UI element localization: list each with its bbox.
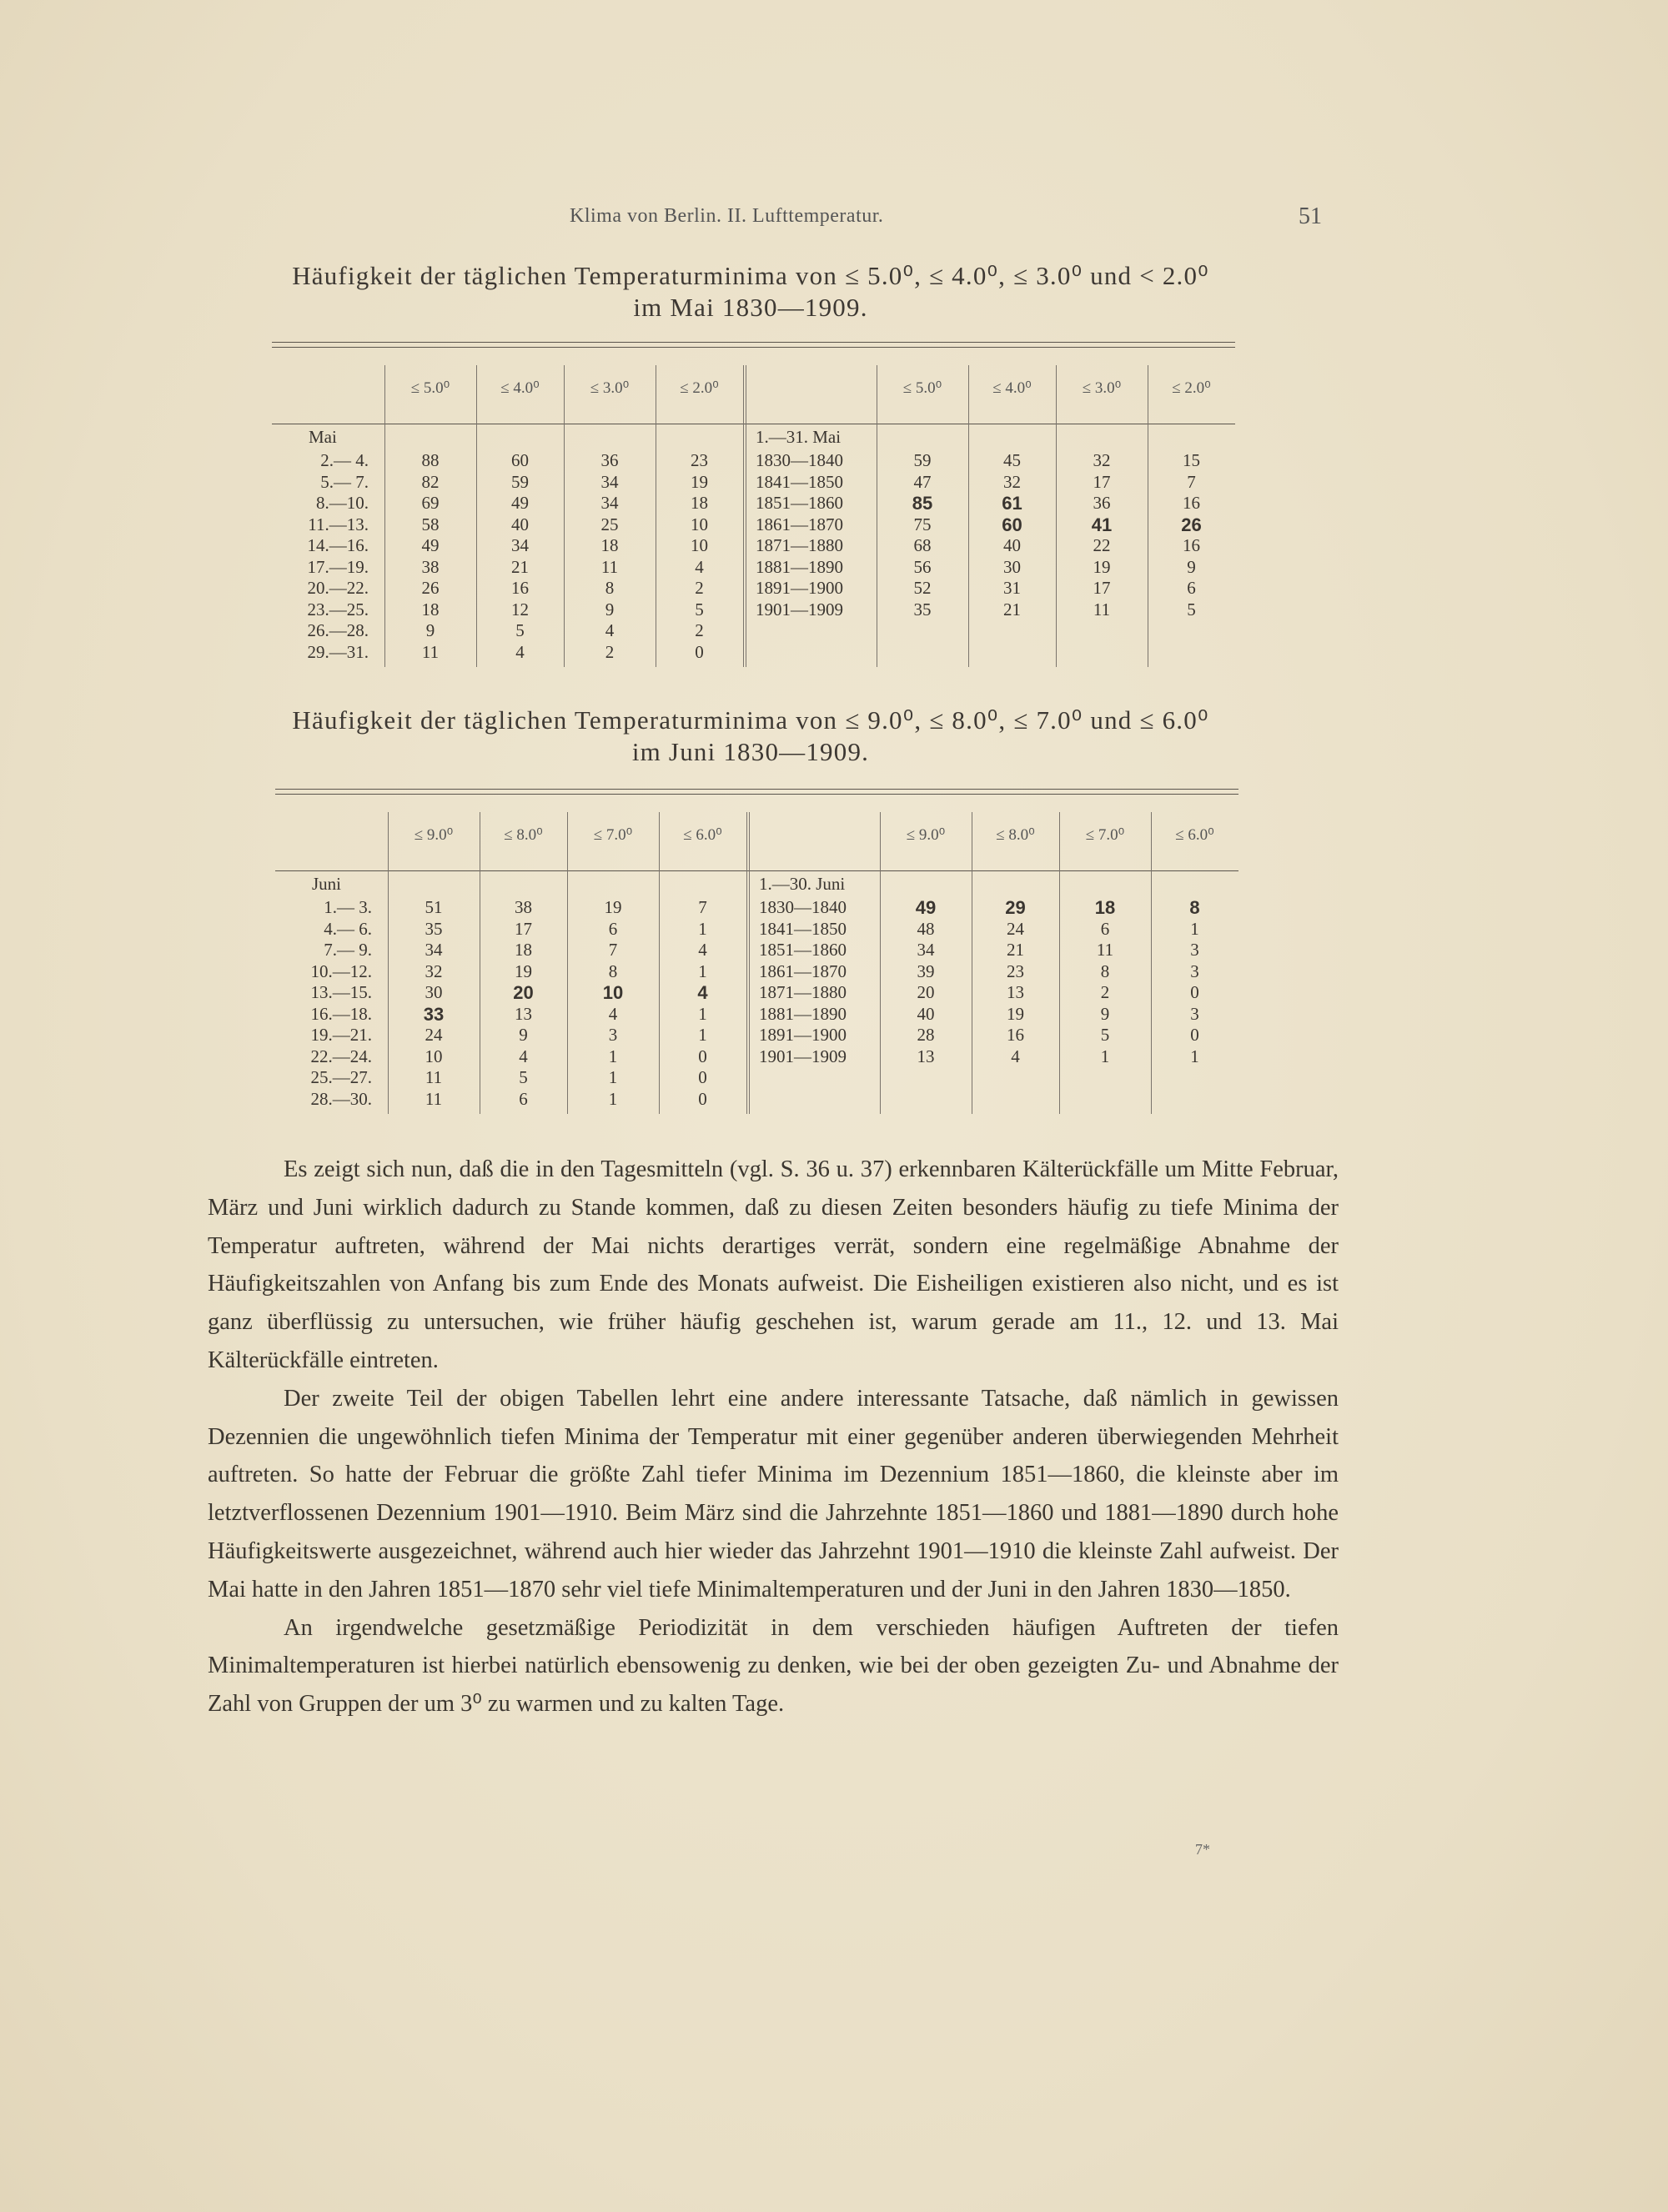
count-value: 39: [917, 961, 935, 981]
count-value: 17: [515, 918, 532, 939]
table-column-rule: [749, 812, 750, 1114]
day-period: 4.— 6.: [324, 918, 372, 939]
decade-period: 1891—1900: [759, 1025, 847, 1045]
paragraph-2: Der zweite Teil der obigen Tabellen lehrt eine andere interessante Tatsache, daß nämlich in gewissen Dezennien die ungewöhnlich tiefen Minima der Temperatur mit einer gegenüber anderen überwiegenden Mehrheit auftreten. So hatte der Februar die größte Zahl tiefer Minima im Dezennium 1851—1860, die kleinste aber im letztverflossenen Dezennium 1901—1910. Beim März sind die Jahrzehnte 1851—1860 und 1881—1890 durch hohe Häufigkeitswerte ausgezeichnet, während auch hier wieder das Jahrzehnt 1901—1910 die kleinste Zahl aufweist. Der Mai hatte in den Jahren 1851—1870 sehr viel tiefe Minimaltemperaturen und der Juni in den Jahren 1830—1850.: [208, 1385, 1339, 1603]
count-value: 3: [1190, 940, 1199, 960]
count-value: 0: [698, 1046, 707, 1066]
may-title-line1: Häufigkeit der täglichen Temperaturminima von ≤ 5.0⁰, ≤ 4.0⁰, ≤ 3.0⁰ und < 2.0⁰: [292, 261, 1209, 290]
count-value: 9: [1100, 1003, 1110, 1024]
day-period: 22.—24.: [310, 1046, 372, 1066]
count-value: 4: [515, 641, 525, 662]
count-value: 26: [1181, 514, 1202, 535]
count-value: 5: [515, 620, 525, 640]
day-period: 8.—10.: [316, 493, 369, 513]
column-header: ≤ 3.0⁰: [590, 379, 630, 397]
table-header-rule: [275, 870, 1238, 871]
count-value: 11: [425, 1088, 443, 1109]
decade-period: 1851—1860: [759, 940, 847, 960]
count-value: 1: [608, 1046, 618, 1066]
column-header: ≤ 9.0⁰: [906, 826, 946, 844]
count-value: 23: [691, 450, 708, 470]
day-period: 10.—12.: [310, 961, 372, 981]
count-value: 19: [691, 471, 708, 492]
column-header: ≤ 7.0⁰: [1085, 826, 1125, 844]
page-number: 51: [1299, 203, 1322, 229]
count-value: 88: [421, 450, 440, 470]
day-period: 1.— 3.: [324, 897, 372, 917]
june-title-line2: im Juni 1830—1909.: [631, 737, 870, 766]
count-value: 19: [1093, 556, 1111, 577]
count-value: 20: [917, 982, 935, 1002]
count-value: 4: [695, 556, 704, 577]
count-value: 51: [425, 897, 443, 917]
count-value: 10: [425, 1046, 443, 1066]
count-value: 20: [513, 982, 534, 1003]
column-header: ≤ 3.0⁰: [1082, 379, 1122, 397]
table-top-rule: [272, 342, 1235, 343]
day-period: 26.—28.: [307, 620, 369, 640]
paragraph-3: An irgendwelche gesetzmäßige Periodizität in dem verschieden häufigen Auftreten der tiefen Minimaltemperaturen ist hierbei natürlich ebensowenig zu denken, wie bei der oben gezeigten Zu- und Abnahme der Zahl von Gruppen der um 3⁰ zu warmen und zu kalten Tage.: [208, 1614, 1339, 1718]
count-value: 10: [691, 535, 708, 555]
count-value: 7: [608, 940, 618, 960]
count-value: 7: [1187, 471, 1196, 492]
count-value: 8: [605, 578, 615, 598]
count-value: 34: [425, 940, 443, 960]
count-value: 19: [515, 961, 532, 981]
column-header: ≤ 4.0⁰: [500, 379, 540, 397]
may-table: [272, 342, 1235, 671]
count-value: 16: [511, 578, 529, 598]
day-period: 11.—13.: [308, 514, 369, 534]
decade-period: 1841—1850: [759, 918, 847, 939]
decade-period: 1861—1870: [759, 961, 847, 981]
day-period: 13.—15.: [310, 982, 372, 1002]
count-value: 18: [600, 535, 619, 555]
may-table-title: [0, 260, 1501, 324]
day-period: 25.—27.: [310, 1067, 372, 1087]
june-title-line1: Häufigkeit der täglichen Temperaturminima von ≤ 9.0⁰, ≤ 8.0⁰, ≤ 7.0⁰ und ≤ 6.0⁰: [292, 705, 1209, 735]
day-period: 14.—16.: [307, 535, 369, 555]
count-value: 16: [1183, 493, 1200, 513]
count-value: 34: [917, 940, 935, 960]
decade-period: 1841—1850: [756, 471, 843, 492]
count-value: 0: [1190, 1025, 1199, 1045]
count-value: 7: [698, 897, 707, 917]
count-value: 35: [425, 918, 443, 939]
count-value: 10: [691, 514, 708, 534]
count-value: 28: [917, 1025, 935, 1045]
column-header: ≤ 8.0⁰: [996, 826, 1035, 844]
count-value: 2: [695, 620, 704, 640]
left-period-label: Mai: [309, 427, 337, 447]
count-value: 11: [425, 1067, 443, 1087]
count-value: 49: [421, 535, 440, 555]
count-value: 1: [698, 918, 707, 939]
table-column-rule: [746, 812, 747, 1114]
count-value: 3: [1190, 961, 1199, 981]
count-value: 34: [600, 471, 619, 492]
count-value: 24: [425, 1025, 443, 1045]
page-header: [0, 205, 1668, 233]
count-value: 1: [608, 1088, 618, 1109]
count-value: 13: [515, 1003, 532, 1024]
count-value: 2: [605, 641, 615, 662]
count-value: 9: [519, 1025, 528, 1045]
count-value: 1: [1190, 1046, 1199, 1066]
count-value: 25: [600, 514, 619, 534]
count-value: 4: [605, 620, 615, 640]
body-text: [208, 1151, 1339, 1723]
count-value: 12: [511, 599, 529, 619]
count-value: 5: [695, 599, 704, 619]
count-value: 18: [515, 940, 532, 960]
count-value: 69: [421, 493, 440, 513]
count-value: 13: [1007, 982, 1024, 1002]
count-value: 8: [1100, 961, 1110, 981]
count-value: 21: [511, 556, 529, 577]
count-value: 60: [1002, 514, 1022, 535]
decade-period: 1830—1840: [756, 450, 843, 470]
decade-period: 1830—1840: [759, 897, 847, 917]
decade-period: 1861—1870: [756, 514, 843, 534]
day-period: 23.—25.: [307, 599, 369, 619]
count-value: 13: [917, 1046, 935, 1066]
count-value: 23: [1007, 961, 1024, 981]
count-value: 33: [423, 1003, 445, 1025]
count-value: 16: [1183, 535, 1200, 555]
day-period: 20.—22.: [307, 578, 369, 598]
count-value: 5: [1187, 599, 1196, 619]
decade-period: 1871—1880: [756, 535, 843, 555]
count-value: 4: [697, 982, 708, 1003]
count-value: 11: [600, 556, 619, 577]
count-value: 40: [917, 1003, 935, 1024]
count-value: 17: [1093, 578, 1111, 598]
column-header: ≤ 5.0⁰: [902, 379, 942, 397]
count-value: 24: [1007, 918, 1024, 939]
column-header: ≤ 2.0⁰: [680, 379, 719, 397]
count-value: 11: [1096, 940, 1114, 960]
column-header: ≤ 5.0⁰: [410, 379, 450, 397]
day-period: 19.—21.: [310, 1025, 372, 1045]
count-value: 40: [1003, 535, 1021, 555]
count-value: 60: [511, 450, 529, 470]
count-value: 19: [604, 897, 622, 917]
count-value: 36: [600, 450, 619, 470]
running-head: Klima von Berlin. II. Lufttemperatur.: [570, 205, 884, 227]
count-value: 17: [1093, 471, 1111, 492]
count-value: 1: [608, 1067, 618, 1087]
table-column-rule: [743, 365, 744, 667]
count-value: 18: [691, 493, 708, 513]
count-value: 1: [698, 1003, 707, 1024]
count-value: 10: [602, 982, 624, 1003]
count-value: 32: [425, 961, 443, 981]
count-value: 56: [913, 556, 932, 577]
count-value: 21: [1003, 599, 1021, 619]
count-value: 59: [511, 471, 529, 492]
count-value: 30: [1003, 556, 1021, 577]
count-value: 49: [915, 897, 937, 918]
right-period-label: 1.—31. Mai: [756, 427, 842, 447]
count-value: 2: [695, 578, 704, 598]
table-top-rule-2: [272, 347, 1235, 348]
count-value: 6: [1187, 578, 1196, 598]
count-value: 4: [1011, 1046, 1020, 1066]
count-value: 30: [425, 982, 443, 1002]
count-value: 19: [1007, 1003, 1024, 1024]
decade-period: 1891—1900: [756, 578, 843, 598]
column-header: ≤ 2.0⁰: [1172, 379, 1211, 397]
count-value: 4: [608, 1003, 618, 1024]
day-period: 5.— 7.: [320, 471, 369, 492]
count-value: 0: [1190, 982, 1199, 1002]
column-header: ≤ 6.0⁰: [1175, 826, 1214, 844]
count-value: 32: [1003, 471, 1021, 492]
column-header: ≤ 6.0⁰: [683, 826, 722, 844]
count-value: 29: [1005, 897, 1026, 918]
may-title-line2: im Mai 1830—1909.: [633, 293, 868, 322]
day-period: 2.— 4.: [320, 450, 369, 470]
count-value: 1: [1100, 1046, 1110, 1066]
count-value: 3: [1190, 1003, 1199, 1024]
count-value: 45: [1003, 450, 1021, 470]
day-period: 28.—30.: [310, 1088, 372, 1109]
count-value: 8: [608, 961, 618, 981]
count-value: 0: [698, 1088, 707, 1109]
count-value: 1: [698, 1025, 707, 1045]
count-value: 0: [695, 641, 704, 662]
count-value: 59: [913, 450, 932, 470]
june-table-title: [0, 705, 1501, 768]
decade-period: 1881—1890: [756, 556, 843, 577]
count-value: 68: [913, 535, 932, 555]
count-value: 1: [1190, 918, 1199, 939]
count-value: 21: [1007, 940, 1024, 960]
right-period-label: 1.—30. Juni: [759, 874, 846, 894]
paragraph-1: Es zeigt sich nun, daß die in den Tagesmitteln (vgl. S. 36 u. 37) erkennbaren Kälterückfälle um Mitte Februar, März und Juni wirklich dadurch zu Stande kommen, daß zu diesen Zeiten besonders häufig zu tiefe Minima der Temperatur auftreten, während der Mai nichts derartiges verrät, sondern eine regelmäßige Abnahme der Häufigkeitszahlen von Anfang bis zum Ende des Monats aufweist. Die Eisheiligen existieren also nicht, und es ist ganz überflüssig zu untersuchen, wie früher häufig geschehen ist, warum gerade am 11., 12. und 13. Mai Kälterückfälle eintreten.: [208, 1156, 1339, 1373]
column-header: ≤ 4.0⁰: [992, 379, 1032, 397]
day-period: 29.—31.: [307, 641, 369, 662]
count-value: 47: [913, 471, 932, 492]
count-value: 49: [511, 493, 529, 513]
left-period-label: Juni: [312, 874, 342, 894]
column-header: ≤ 7.0⁰: [593, 826, 633, 844]
count-value: 9: [605, 599, 615, 619]
count-value: 6: [519, 1088, 528, 1109]
count-value: 6: [608, 918, 618, 939]
count-value: 26: [421, 578, 440, 598]
day-period: 16.—18.: [310, 1003, 372, 1024]
count-value: 4: [698, 940, 707, 960]
count-value: 4: [519, 1046, 528, 1066]
count-value: 11: [1093, 599, 1111, 619]
count-value: 16: [1007, 1025, 1024, 1045]
count-value: 75: [913, 514, 932, 534]
count-value: 6: [1100, 918, 1110, 939]
count-value: 35: [913, 599, 932, 619]
count-value: 18: [1094, 897, 1116, 918]
count-value: 85: [912, 493, 933, 514]
count-value: 58: [421, 514, 440, 534]
count-value: 5: [1100, 1025, 1110, 1045]
count-value: 36: [1093, 493, 1111, 513]
count-value: 34: [600, 493, 619, 513]
day-period: 7.— 9.: [324, 940, 372, 960]
count-value: 82: [421, 471, 440, 492]
count-value: 9: [425, 620, 435, 640]
count-value: 22: [1093, 535, 1111, 555]
count-value: 32: [1093, 450, 1111, 470]
count-value: 38: [515, 897, 532, 917]
count-value: 31: [1003, 578, 1021, 598]
june-table: [275, 789, 1238, 1114]
decade-period: 1901—1909: [756, 599, 843, 619]
count-value: 5: [519, 1067, 528, 1087]
count-value: 34: [511, 535, 529, 555]
count-value: 48: [917, 918, 935, 939]
signature-mark: 7*: [1195, 1841, 1210, 1858]
count-value: 1: [698, 961, 707, 981]
count-value: 15: [1183, 450, 1200, 470]
decade-period: 1881—1890: [759, 1003, 847, 1024]
column-header: ≤ 8.0⁰: [504, 826, 543, 844]
count-value: 3: [608, 1025, 618, 1045]
count-value: 11: [421, 641, 440, 662]
count-value: 41: [1091, 514, 1113, 535]
count-value: 9: [1187, 556, 1196, 577]
decade-period: 1901—1909: [759, 1046, 847, 1066]
count-value: 0: [698, 1067, 707, 1087]
count-value: 61: [1002, 493, 1022, 514]
count-value: 52: [913, 578, 932, 598]
day-period: 17.—19.: [307, 556, 369, 577]
count-value: 8: [1189, 897, 1200, 918]
column-header: ≤ 9.0⁰: [414, 826, 454, 844]
count-value: 2: [1100, 982, 1110, 1002]
count-value: 38: [421, 556, 440, 577]
count-value: 18: [421, 599, 440, 619]
decade-period: 1871—1880: [759, 982, 847, 1002]
table-top-rule-2: [275, 794, 1238, 795]
count-value: 40: [511, 514, 529, 534]
table-top-rule: [275, 789, 1238, 790]
decade-period: 1851—1860: [756, 493, 843, 513]
